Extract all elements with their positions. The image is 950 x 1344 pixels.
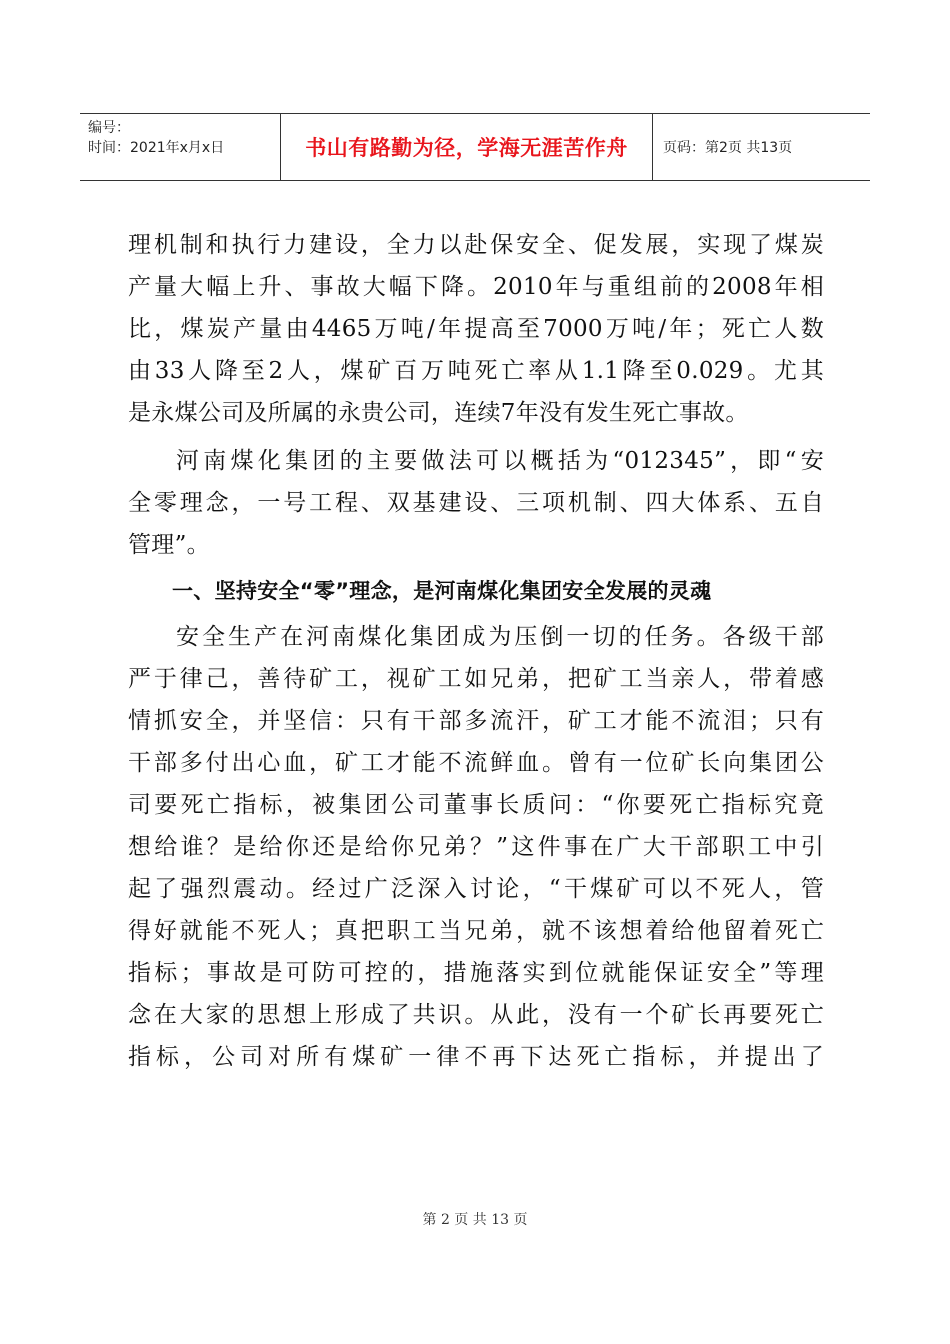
document-number-label: 编号： [88, 120, 130, 136]
body-line: 指标；事故是可防可控的，措施落实到位就能保证安全”等理 [128, 960, 824, 986]
header-page-info: 页码：第2页 共13页 [663, 140, 793, 156]
body-line: 起了强烈震动。经过广泛深入讨论，“干煤矿可以不死人，管 [128, 876, 824, 902]
body-line: 念在大家的思想上形成了共识。从此，没有一个矿长再要死亡 [128, 1002, 824, 1028]
body-line: 全零理念，一号工程、双基建设、三项机制、四大体系、五自 [128, 490, 824, 516]
body-line: 管理”。 [128, 532, 210, 558]
document-header [80, 113, 870, 181]
body-line: 安全生产在河南煤化集团成为压倒一切的任务。各级干部 [176, 624, 824, 650]
body-line: 司要死亡指标，被集团公司董事长质问：“你要死亡指标究竟 [128, 792, 824, 818]
body-line: 理机制和执行力建设，全力以赴保安全、促发展，实现了煤炭 [128, 232, 824, 258]
header-meta [80, 114, 280, 180]
document-body [128, 224, 824, 1078]
body-line: 想给谁？是给你还是给你兄弟？”这件事在广大干部职工中引 [128, 834, 824, 860]
body-line: 河南煤化集团的主要做法可以概括为“012345”，即“安 [176, 448, 824, 474]
body-line: 严于律己，善待矿工，视矿工如兄弟，把矿工当亲人，带着感 [128, 666, 824, 692]
page-footer: 第 2 页 共 13 页 [422, 1212, 528, 1228]
header-motto: 书山有路勤为径，学海无涯苦作舟 [280, 114, 653, 180]
body-line: 情抓安全，并坚信：只有干部多流汗，矿工才能不流泪；只有 [128, 708, 824, 734]
body-line: 由33人降至2人，煤矿百万吨死亡率从1.1降至0.029。尤其 [128, 358, 824, 384]
section-heading: 一、坚持安全“零”理念，是河南煤化集团安全发展的灵魂 [172, 579, 712, 603]
document-time-label: 时间：2021年x月x日 [88, 140, 225, 156]
body-line: 比，煤炭产量由4465万吨/年提高至7000万吨/年；死亡人数 [128, 316, 824, 342]
body-line: 是永煤公司及所属的永贵公司，连续7年没有发生死亡事故。 [128, 400, 749, 426]
body-line: 指标，公司对所有煤矿一律不再下达死亡指标，并提出了 [128, 1044, 824, 1070]
body-line: 产量大幅上升、事故大幅下降。2010年与重组前的2008年相 [128, 274, 824, 300]
body-line: 干部多付出心血，矿工才能不流鲜血。曾有一位矿长向集团公 [128, 750, 824, 776]
body-line: 得好就能不死人；真把职工当兄弟，就不该想着给他留着死亡 [128, 918, 824, 944]
